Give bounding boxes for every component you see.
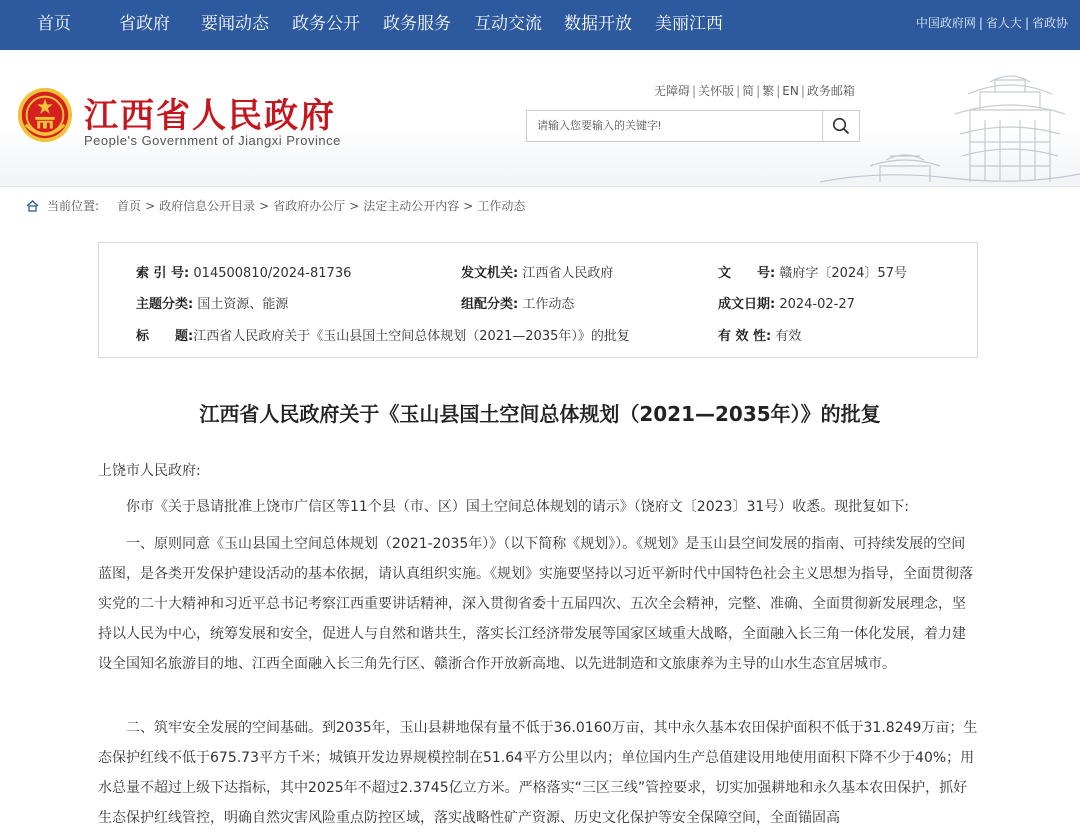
nav-item-government-affairs-disclosure[interactable]: 政务公开 [292,14,360,34]
link-government-mail[interactable]: 政务邮箱 [806,84,855,98]
info-value: 工作动态 [522,297,575,312]
info-value: 江西省人民政府 [522,266,614,281]
breadcrumb-info-directory[interactable]: 政府信息公开目录 [159,199,256,213]
article-title: 江西省人民政府关于《玉山县国土空间总体规划（2021—2035年）》的批复 [199,402,881,426]
breadcrumb-separator: > [259,199,270,213]
info-label: 文 号: [718,266,776,281]
search-box [526,110,860,142]
search-input[interactable] [527,111,823,141]
info-label: 成文日期: [718,297,776,312]
info-value: 2024-02-27 [779,297,855,312]
article-paragraph-1: 你市《关于恳请批准上饶市广信区等11个县（市、区）国土空间总体规划的请示》（饶府文〔2023〕31号）收悉。现批复如下: [126,499,909,515]
link-simplified[interactable]: 简 [742,84,755,98]
link-provincial-congress[interactable]: 省人大 [985,16,1022,30]
info-index-number [136,262,351,281]
breadcrumb-separator: > [463,199,474,213]
info-value: 014500810/2024-81736 [193,266,352,281]
info-validity [718,325,801,344]
info-category [461,293,574,312]
link-english[interactable]: EN [782,84,799,98]
link-care-version[interactable]: 关怀版 [698,84,735,98]
info-label: 有 效 性: [718,329,772,344]
breadcrumb-work-news[interactable]: 工作动态 [477,199,526,213]
link-accessibility[interactable]: 无障碍 [654,84,691,98]
separator: | [776,84,781,98]
info-date [718,293,855,312]
site-title[interactable]: 江西省人民政府 [84,96,336,136]
link-china-government-net[interactable]: 中国政府网 [915,16,976,30]
tengwang-pavilion-icon [820,70,1080,186]
nav-item-interaction[interactable]: 互动交流 [474,14,542,34]
site-header [0,50,1080,187]
info-value: 国土资源、能源 [197,297,289,312]
breadcrumb-home[interactable]: 首页 [117,199,142,213]
separator: | [756,84,761,98]
article-salutation: 上饶市人民政府: [98,463,201,479]
info-label: 主题分类: [136,297,194,312]
info-document-number [718,262,907,281]
breadcrumb-general-office[interactable]: 省政府办公厅 [273,199,346,213]
top-right-links [916,0,1068,50]
top-navigation [0,0,1080,50]
info-label: 组配分类: [461,297,519,312]
info-issuer [461,262,613,281]
nav-item-government-services[interactable]: 政务服务 [383,14,451,34]
separator: | [978,16,983,30]
info-title [136,325,630,344]
separator: | [692,84,697,98]
nav-item-home[interactable]: 首页 [37,14,71,34]
article-paragraph-2: 一、原则同意《玉山县国土空间总体规划（2021-2035年）》（以下简称《规划》）。《规划》是玉山县空间发展的指南、可持续发展的空间蓝图，是各类开发保护建设活动的基本依据，请认真组织实施。《规划》实施要坚持以习近平新时代中国特色社会主义思想为指导，全面贯彻落实党的二十大精神和习近平总书记考察江西重要讲话精神，深入贯彻省委十五届四次、五次全会精神，完整、准确、全面贯彻新发展理念，坚持以人民为中心，统筹发展和安全，促进人与自然和谐共生，落实长江经济带发展等国家区域重大战略，全面融入长三角一体化发展，着力建设全国知名旅游目的地、江西全面融入长三角先行区、赣浙合作开放新高地、以先进制造和文旅康养为主导的山水生态宜居城市。 [98,536,973,672]
article-paragraph-3: 二、筑牢安全发展的空间基础。到2035年，玉山县耕地保有量不低于36.0160万亩，其中永久基本农田保护面积不低于31.8249万亩；生态保护红线不低于675.73平方千米；城镇开发边界规模控制在51.64平方公里以内；单位国内生产总值建设用地使用面积下降不少于40%；用水总量不超过上级下达指标，其中2025年不超过2.3745亿立方米。严格落实“三区三线”管控要求，切实加强耕地和永久基本农田保护，抓好生态保护红线管控，明确自然灾害风险重点防控区域，落实战略性矿产资源、历史文化保护等安全保障空间，全面锚固高 [98,720,978,826]
info-value: 有效 [775,329,802,344]
info-label: 索 引 号: [136,266,190,281]
nav-item-provincial-government[interactable]: 省政府 [119,14,170,34]
breadcrumb-active-disclosure[interactable]: 法定主动公开内容 [363,199,460,213]
home-icon [26,200,39,212]
nav-item-beautiful-jiangxi[interactable]: 美丽江西 [655,14,723,34]
link-provincial-cppcc[interactable]: 省政协 [1031,16,1068,30]
info-label: 发文机关: [461,266,519,281]
separator: | [736,84,741,98]
link-traditional[interactable]: 繁 [762,84,775,98]
separator: | [800,84,805,98]
document-info-box [98,242,978,358]
separator: | [1024,16,1029,30]
info-topic [136,293,288,312]
national-emblem-icon [16,86,74,144]
info-label: 标 题: [136,329,194,344]
breadcrumb-separator: > [145,199,156,213]
nav-item-news[interactable]: 要闻动态 [201,14,269,34]
info-value: 江西省人民政府关于《玉山县国土空间总体规划（2021—2035年）》的批复 [193,329,630,344]
breadcrumb-separator: > [349,199,360,213]
nav-item-open-data[interactable]: 数据开放 [564,14,632,34]
breadcrumb-label: 当前位置: [47,199,100,213]
info-value: 赣府字〔2024〕57号 [779,266,907,281]
breadcrumb [26,197,525,214]
site-subtitle: People's Government of Jiangxi Province [84,133,341,148]
